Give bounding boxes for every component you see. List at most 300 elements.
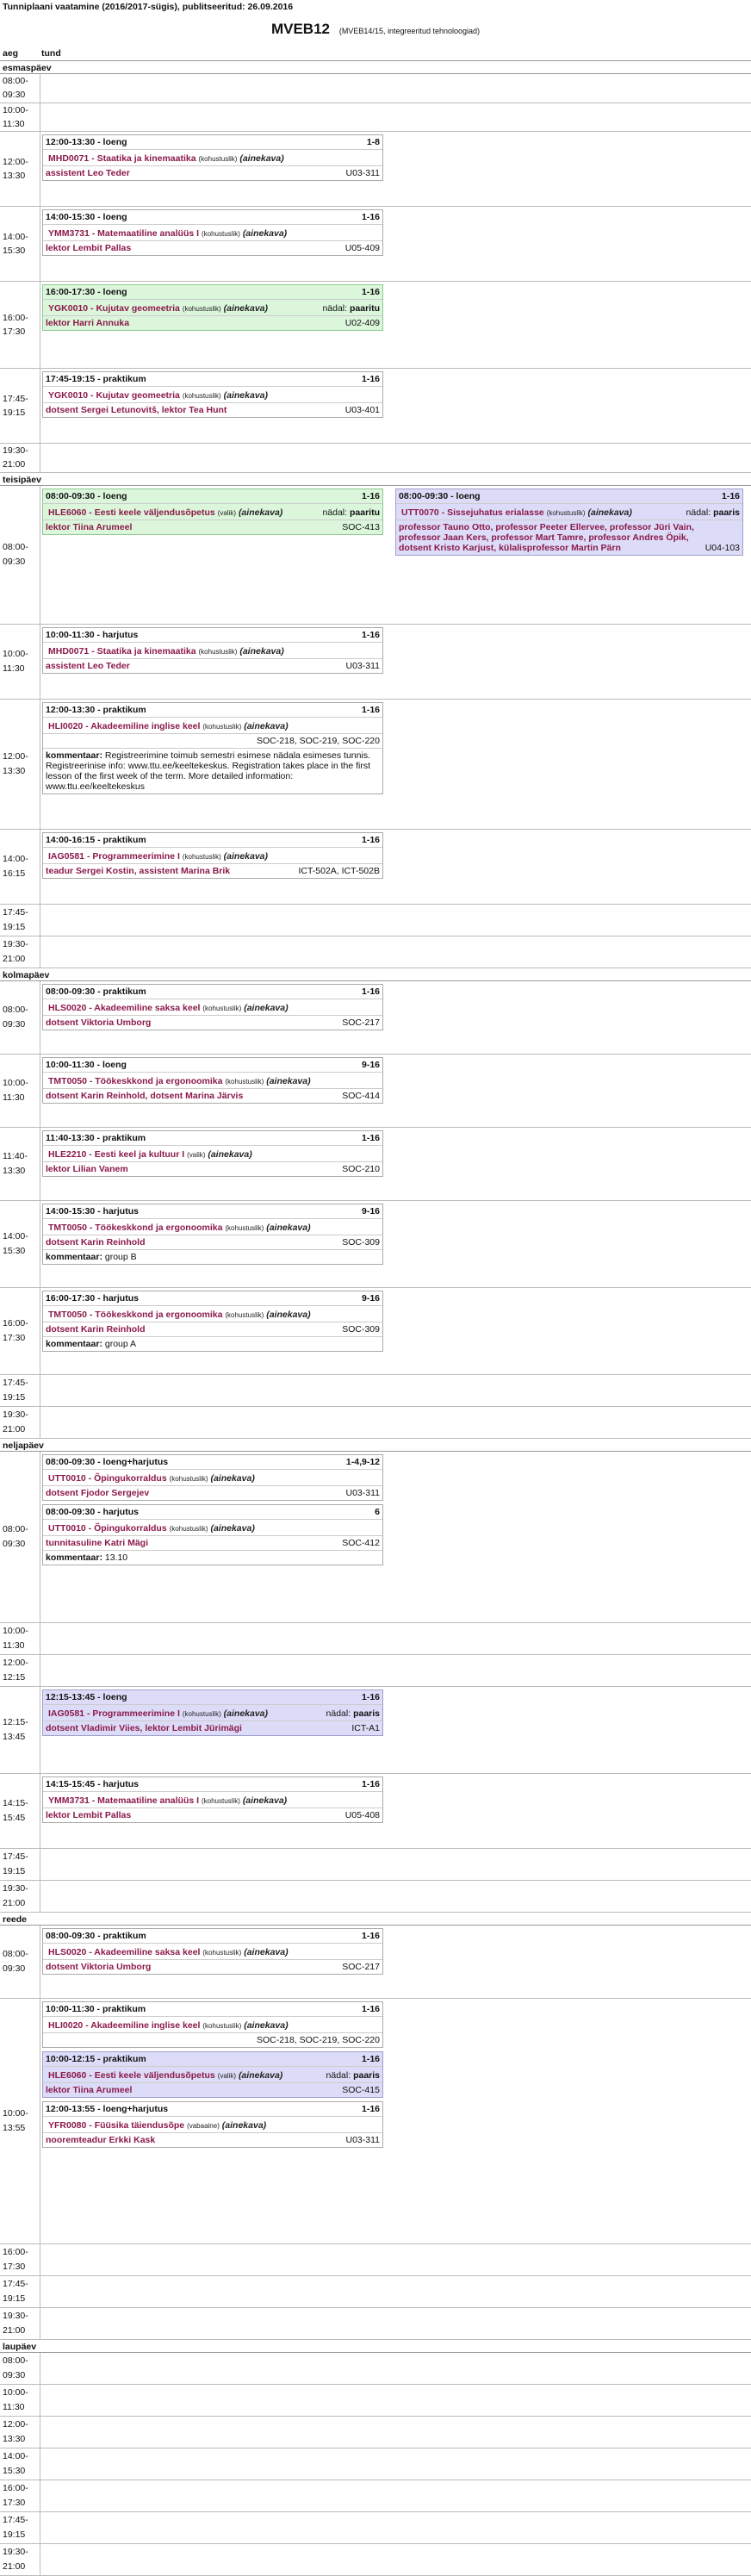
ainekava-link[interactable]: (ainekava) — [266, 1075, 311, 1086]
subject-type: (valik) — [217, 508, 237, 517]
event-subject — [43, 999, 382, 1015]
time-slot: 17:45- 19:15 — [0, 2512, 40, 2543]
subject-type: (kohustuslik) — [201, 1796, 240, 1805]
comment-label: kommentaar: — [46, 750, 105, 761]
teachers-link[interactable]: lektor Tiina Arumeel — [46, 2084, 133, 2095]
teachers-link[interactable]: lektor Harri Annuka — [46, 318, 130, 329]
time-slot-row — [0, 1288, 751, 1375]
event-header — [43, 1291, 382, 1306]
event-subject — [43, 1792, 382, 1808]
ainekava-link[interactable]: (ainekava) — [210, 1522, 255, 1534]
ainekava-link[interactable]: (ainekava) — [242, 228, 288, 240]
time-slot: 19:30- 21:00 — [0, 444, 40, 472]
event-cells — [40, 2480, 751, 2511]
event-subject — [43, 848, 382, 863]
time-slot: 08:00- 09:30 — [0, 981, 40, 1054]
room-label: U03-401 — [344, 405, 380, 416]
event-cells — [40, 981, 751, 1054]
time-slot-row — [0, 1926, 751, 1999]
schedule — [0, 61, 751, 2576]
day-heading: neljapäev — [0, 1439, 751, 1452]
class-event — [42, 1291, 383, 1352]
event-header — [43, 985, 382, 999]
event-cells — [40, 2308, 751, 2339]
ainekava-link[interactable]: (ainekava) — [210, 1472, 255, 1484]
ainekava-link[interactable]: (ainekava) — [242, 1795, 288, 1806]
event-subject — [43, 1146, 382, 1161]
event-column — [42, 1689, 383, 1736]
event-teachers-row — [43, 1015, 382, 1030]
day-heading: laupäev — [0, 2340, 751, 2353]
event-comment — [43, 748, 382, 793]
teachers-link[interactable]: nooremteadur Erkki Kask — [46, 2134, 156, 2145]
event-comment — [43, 1249, 382, 1264]
subject-line — [48, 1473, 255, 1484]
time-slot: 08:00- 09:30 — [0, 486, 40, 624]
room-label: SOC-412 — [342, 1537, 380, 1548]
event-cells — [40, 830, 751, 904]
event-column-parallel — [395, 488, 743, 556]
subject-line — [48, 390, 268, 401]
ainekava-link[interactable]: (ainekava) — [587, 507, 632, 518]
room-label: U03-311 — [345, 2134, 380, 2145]
event-column — [42, 1057, 383, 1104]
time-slot: 17:45- 19:15 — [0, 2276, 40, 2307]
subject-line — [48, 721, 289, 731]
ainekava-link[interactable]: (ainekava) — [208, 1148, 252, 1160]
subject-line — [48, 646, 284, 656]
time-slot-row — [0, 1687, 751, 1774]
time-slot-row — [0, 1452, 751, 1623]
time-slot-row — [0, 700, 751, 830]
event-subject — [43, 225, 382, 240]
subject-link[interactable]: MHD0071 - Staatika ja kinemaatika — [48, 153, 196, 165]
ainekava-link[interactable]: (ainekava) — [244, 2019, 289, 2031]
subject-link[interactable]: UTT0070 - Sissejuhatus erialasse — [401, 507, 544, 518]
subject-link[interactable]: HLE6060 - Eesti keele väljendusõpetus — [48, 507, 215, 518]
event-cells — [40, 1655, 751, 1686]
subject-line — [48, 1310, 311, 1320]
event-column — [42, 1204, 383, 1265]
subject-link[interactable]: TMT0050 - Töökeskkond ja ergonoomika — [48, 1222, 223, 1233]
event-teachers-row — [43, 520, 382, 534]
subject-type: (kohustuslik) — [202, 2021, 242, 2030]
class-column-header: tund — [41, 48, 61, 59]
event-subject — [43, 2117, 382, 2132]
subject-line — [48, 1149, 252, 1160]
time-slot-row — [0, 1849, 751, 1881]
event-weeks: 1-16 — [361, 986, 380, 997]
teachers-link[interactable]: tunnitasuline Katri Mägi — [46, 1537, 149, 1548]
week-type: paaris — [713, 507, 740, 518]
ainekava-link[interactable]: (ainekava) — [238, 2069, 283, 2081]
event-column — [42, 1130, 383, 1177]
class-event — [42, 1204, 383, 1265]
class-event — [42, 1504, 383, 1565]
week-type: paaritu — [349, 303, 380, 314]
ainekava-link[interactable]: (ainekava) — [223, 850, 269, 862]
event-weeks: 1-8 — [366, 137, 380, 148]
subject-line — [48, 153, 284, 164]
subject-link[interactable]: UTT0010 - Õpingukorraldus — [48, 1472, 167, 1484]
time-slot-row — [0, 2276, 751, 2308]
time-slot-row — [0, 2512, 751, 2544]
event-weeks: 1-16 — [361, 2053, 380, 2064]
event-subject — [43, 387, 382, 402]
subject-type: (kohustuslik) — [546, 508, 586, 517]
event-header — [43, 372, 382, 387]
group-code: MVEB12 — [270, 21, 330, 37]
week-label: nädal: — [322, 507, 350, 518]
subject-link[interactable]: MHD0071 - Staatika ja kinemaatika — [48, 645, 196, 656]
room-label: U04-103 — [704, 542, 740, 553]
comment-label: kommentaar: — [46, 1552, 105, 1563]
event-cells — [40, 74, 751, 103]
room-label: U05-408 — [344, 1809, 380, 1820]
event-teachers-row — [43, 240, 382, 255]
room-label: SOC-413 — [342, 521, 380, 532]
time-slot: 14:00- 15:30 — [0, 2448, 40, 2480]
ainekava-link[interactable]: (ainekava) — [223, 303, 269, 314]
class-event — [42, 984, 383, 1030]
event-header — [43, 2052, 382, 2067]
event-teachers-row — [43, 1088, 382, 1103]
teachers-link[interactable]: assistent Leo Teder — [46, 168, 130, 179]
event-header — [43, 135, 382, 150]
event-header — [43, 2102, 382, 2117]
subject-line — [48, 2070, 282, 2081]
time-slot-row — [0, 207, 751, 282]
teachers-link[interactable]: lektor Lembit Pallas — [46, 1809, 132, 1820]
event-cells — [40, 282, 751, 368]
subject-type: (kohustuslik) — [225, 1223, 264, 1232]
time-slot-row — [0, 486, 751, 625]
teachers-link[interactable]: dotsent Viktoria Umborg — [46, 1017, 152, 1028]
ainekava-link[interactable]: (ainekava) — [239, 153, 284, 165]
event-weeks: 1-4,9-12 — [345, 1456, 380, 1467]
subject-line — [48, 1076, 311, 1086]
time-slot: 10:00- 11:30 — [0, 103, 40, 132]
teachers-link[interactable]: dotsent Karin Reinhold, dotsent Marina Järvis — [46, 1090, 244, 1101]
event-subject — [43, 1944, 382, 1959]
subject-line — [48, 1795, 287, 1806]
event-cells — [40, 1288, 751, 1374]
time-slot: 19:30- 21:00 — [0, 1407, 40, 1438]
time-slot: 10:00- 11:30 — [0, 2385, 40, 2416]
event-time-type: 08:00-09:30 - loeng — [46, 490, 127, 501]
ainekava-link[interactable]: (ainekava) — [266, 1222, 311, 1233]
time-slot: 11:40- 13:30 — [0, 1128, 40, 1200]
time-slot: 14:00- 15:30 — [0, 207, 40, 281]
subject-type: (vabaaine) — [187, 2121, 220, 2130]
teachers-link[interactable]: lektor Lilian Vanem — [46, 1163, 128, 1174]
ainekava-link[interactable]: (ainekava) — [244, 1946, 289, 1957]
event-cells — [40, 1375, 751, 1406]
event-cells — [40, 1452, 751, 1622]
event-time-type: 14:00-15:30 - harjutus — [46, 1205, 139, 1216]
event-teachers-row — [43, 1485, 382, 1500]
event-teachers-row — [43, 402, 382, 417]
event-cells — [40, 207, 751, 281]
day-heading: teisipäev — [0, 473, 751, 486]
room-label: SOC-217 — [342, 1017, 380, 1028]
room-label: ICT-A1 — [351, 1722, 380, 1733]
event-weeks: 1-16 — [721, 490, 740, 501]
room-label: SOC-414 — [342, 1090, 380, 1101]
subject-link[interactable]: UTT0010 - Õpingukorraldus — [48, 1522, 167, 1534]
teachers-link[interactable]: lektor Tiina Arumeel — [46, 521, 133, 532]
event-header — [43, 1777, 382, 1792]
class-event — [42, 1776, 383, 1823]
ainekava-link[interactable]: (ainekava) — [239, 645, 284, 656]
subject-link[interactable]: HLE2210 - Eesti keel ja kultuur I — [48, 1148, 185, 1160]
event-cells — [40, 486, 751, 624]
subject-link[interactable]: HLE6060 - Eesti keele väljendusõpetus — [48, 2069, 215, 2081]
day-heading: kolmapäev — [0, 968, 751, 981]
week-type: paaritu — [349, 507, 380, 518]
room-label: U03-311 — [345, 168, 380, 179]
comment-text: group B — [104, 1251, 137, 1262]
event-cells — [40, 444, 751, 472]
event-comment — [43, 1336, 382, 1351]
event-column — [42, 209, 383, 256]
time-slot: 08:00- 09:30 — [0, 2353, 40, 2384]
event-teachers-row — [43, 1161, 382, 1176]
event-header — [43, 489, 382, 504]
subject-type: (kohustuslik) — [169, 1524, 208, 1533]
event-cells — [40, 1623, 751, 1654]
event-teachers-row — [43, 1720, 382, 1735]
day-heading: esmaspäev — [0, 61, 751, 74]
teachers-link[interactable]: dotsent Fjodor Sergejev — [46, 1487, 150, 1498]
event-cells — [40, 2544, 751, 2575]
time-slot: 14:00- 15:30 — [0, 1201, 40, 1287]
event-subject — [43, 504, 382, 520]
subject-link[interactable]: YGK0010 - Kujutav geomeetria — [48, 390, 180, 401]
time-slot-row — [0, 2417, 751, 2448]
subject-link[interactable]: YMM3731 - Matemaatiline analüüs I — [48, 228, 200, 240]
time-slot-row — [0, 981, 751, 1055]
event-cells — [40, 2385, 751, 2416]
event-cells — [40, 1128, 751, 1200]
time-slot: 19:30- 21:00 — [0, 1881, 40, 1912]
event-subject — [43, 1219, 382, 1235]
room-label: SOC-309 — [342, 1236, 380, 1248]
time-slot: 16:00- 17:30 — [0, 282, 40, 368]
time-slot-row — [0, 103, 751, 133]
time-slot: 17:45- 19:15 — [0, 1849, 40, 1880]
subject-link[interactable]: HLI0020 - Akadeemiline inglise keel — [48, 720, 201, 731]
time-slot: 08:00- 09:30 — [0, 1926, 40, 1998]
time-slot-row — [0, 74, 751, 103]
event-weeks: 6 — [375, 1506, 380, 1517]
room-label: ICT-502A, ICT-502B — [298, 865, 380, 876]
event-cells — [40, 1055, 751, 1127]
ainekava-link[interactable]: (ainekava) — [266, 1309, 311, 1320]
event-weeks: 1-16 — [361, 490, 380, 501]
event-cells — [40, 1881, 751, 1912]
event-subject — [43, 300, 382, 315]
time-slot: 12:00- 12:15 — [0, 1655, 40, 1686]
page-header: Tunniplaani vaatamine (2016/2017-sügis), publitseeritud: 26.09.2016 — [3, 2, 294, 12]
event-column — [42, 1291, 383, 1352]
class-event — [395, 488, 743, 556]
event-time-type: 11:40-13:30 - praktikum — [46, 1132, 146, 1143]
subject-link[interactable]: IAG0581 - Programmeerimine I — [48, 850, 180, 862]
time-slot-row — [0, 2244, 751, 2276]
time-column-header: aeg — [3, 48, 19, 59]
event-cells — [40, 1201, 751, 1287]
event-time-type: 12:15-13:45 - loeng — [46, 1691, 127, 1702]
teachers-link[interactable]: teadur Sergei Kostin, assistent Marina Brik — [46, 865, 231, 876]
teachers-link[interactable]: dotsent Viktoria Umborg — [46, 1961, 152, 1972]
class-event — [42, 627, 383, 674]
subject-type: (kohustuslik) — [202, 722, 242, 731]
subject-link[interactable]: TMT0050 - Töökeskkond ja ergonoomika — [48, 1075, 223, 1086]
teachers-link[interactable]: lektor Lembit Pallas — [46, 243, 132, 254]
teachers-link[interactable]: dotsent Karin Reinhold — [46, 1236, 146, 1248]
teachers-link[interactable]: professor Tauno Otto, professor Peeter Ellervee, professor Jüri Vain, professor Jaan Kers, professor Mart Tamre, professor Andres Öpik, dotsent Kristo Karjust, külalisprofessor Martin Pärn — [399, 521, 694, 553]
event-header — [43, 1204, 382, 1219]
event-column — [42, 2001, 383, 2148]
event-time-type: 16:00-17:30 - loeng — [46, 287, 127, 298]
time-slot-row — [0, 132, 751, 207]
ainekava-link[interactable]: (ainekava) — [223, 390, 269, 401]
event-cells — [40, 2244, 751, 2275]
event-time-type: 14:00-15:30 - loeng — [46, 212, 127, 223]
day-heading: reede — [0, 1913, 751, 1926]
subject-type: (kohustuslik) — [198, 647, 238, 656]
teachers-link[interactable]: assistent Leo Teder — [46, 660, 130, 671]
time-slot: 19:30- 21:00 — [0, 936, 40, 968]
room-label: SOC-309 — [342, 1323, 380, 1335]
week-label: nädal: — [326, 2069, 354, 2081]
event-teachers-row — [396, 520, 742, 555]
subject-type: (kohustuslik) — [225, 1310, 264, 1319]
teachers-link[interactable]: dotsent Karin Reinhold — [46, 1323, 146, 1335]
class-event — [42, 1130, 383, 1177]
event-teachers-row — [43, 1322, 382, 1336]
event-time-type: 08:00-09:30 - loeng+harjutus — [46, 1456, 169, 1467]
event-header — [43, 703, 382, 718]
event-weeks: 1-16 — [361, 374, 380, 385]
class-event — [42, 702, 383, 794]
event-cells — [40, 1774, 751, 1848]
event-header — [43, 210, 382, 225]
column-headers — [0, 47, 751, 61]
subject-link[interactable]: IAG0581 - Programmeerimine I — [48, 1708, 180, 1719]
event-time-type: 10:00-11:30 - harjutus — [46, 629, 139, 640]
event-weeks: 1-16 — [361, 2003, 380, 2014]
subject-link[interactable]: HLS0020 - Akadeemiline saksa keel — [48, 1002, 201, 1013]
time-slot-row — [0, 1201, 751, 1288]
event-column — [42, 1928, 383, 1975]
event-cells — [40, 700, 751, 829]
event-subject — [43, 1073, 382, 1088]
event-cells — [40, 1407, 751, 1438]
comment-text: Registreerimine toimub semestri esimese nädala esimeses tunnis. Registreerinise info: www.ttu.ee/keeltekeskus. Registration takes place in the first lesson of the first week of the term. More detailed information: www.ttu.ee/keeltekeskus — [46, 750, 371, 792]
time-slot-row — [0, 2308, 751, 2340]
event-cells — [40, 1999, 751, 2243]
teachers-link[interactable]: dotsent Vladimir Viies, lektor Lembit Jürimägi — [46, 1722, 242, 1733]
event-header — [43, 1690, 382, 1705]
event-weeks: 1-16 — [361, 629, 380, 640]
ainekava-link[interactable]: (ainekava) — [223, 1708, 269, 1719]
event-time-type: 08:00-09:30 - praktikum — [46, 986, 146, 997]
subject-type: (kohustuslik) — [182, 1709, 221, 1718]
event-time-type: 12:00-13:30 - loeng — [46, 137, 127, 148]
time-slot-row — [0, 1375, 751, 1407]
class-event — [42, 1454, 383, 1501]
time-slot: 16:00- 17:30 — [0, 2244, 40, 2275]
event-column — [42, 627, 383, 674]
event-header — [396, 489, 742, 504]
time-slot-row — [0, 2448, 751, 2480]
time-slot-row — [0, 2480, 751, 2512]
teachers-link[interactable]: dotsent Sergei Letunovitš, lektor Tea Hunt — [46, 405, 227, 416]
subject-type: (kohustuslik) — [225, 1077, 264, 1086]
room-label: U05-409 — [344, 243, 380, 254]
ainekava-link[interactable]: (ainekava) — [244, 720, 289, 731]
subject-link[interactable]: YFR0080 - Füüsika täiendusõpe — [48, 2119, 185, 2131]
class-event — [42, 488, 383, 535]
event-column — [42, 984, 383, 1030]
class-event — [42, 1689, 383, 1736]
event-weeks: 1-16 — [361, 2103, 380, 2114]
time-slot-row — [0, 625, 751, 700]
subject-link[interactable]: TMT0050 - Töökeskkond ja ergonoomika — [48, 1309, 223, 1320]
event-weeks: 1-16 — [361, 287, 380, 298]
subject-link[interactable]: YMM3731 - Matemaatiline analüüs I — [48, 1795, 200, 1806]
time-slot-row — [0, 1055, 751, 1128]
class-event — [42, 1057, 383, 1104]
time-slot: 12:00- 13:30 — [0, 132, 40, 206]
event-weeks: 1-16 — [361, 704, 380, 715]
subject-link[interactable]: HLI0020 - Akadeemiline inglise keel — [48, 2019, 201, 2031]
ainekava-link[interactable]: (ainekava) — [238, 507, 283, 518]
room-label: SOC-217 — [342, 1961, 380, 1972]
subject-line — [48, 2020, 289, 2031]
subject-link[interactable]: HLS0020 - Akadeemiline saksa keel — [48, 1946, 201, 1957]
group-description: (MVEB14/15, integreeritud tehnoloogiad) — [338, 27, 481, 35]
event-cells — [40, 1687, 751, 1773]
event-weeks: 1-16 — [361, 834, 380, 845]
time-slot-row — [0, 2353, 751, 2385]
class-event — [42, 2101, 383, 2148]
time-slot: 12:00- 13:30 — [0, 2417, 40, 2448]
room-label: SOC-415 — [342, 2084, 380, 2095]
event-subject — [43, 1470, 382, 1485]
subject-type: (kohustuslik) — [182, 852, 221, 861]
ainekava-link[interactable]: (ainekava) — [221, 2119, 267, 2131]
class-event — [42, 1928, 383, 1975]
subject-type: (kohustuslik) — [202, 1948, 242, 1957]
subject-type: (kohustuslik) — [182, 305, 221, 314]
subject-type: (kohustuslik) — [198, 155, 238, 164]
ainekava-link[interactable]: (ainekava) — [244, 1002, 289, 1013]
event-subject — [43, 1306, 382, 1322]
time-slot-row — [0, 936, 751, 968]
subject-link[interactable]: YGK0010 - Kujutav geomeetria — [48, 303, 180, 314]
event-subject — [43, 2067, 382, 2082]
event-teachers-row — [43, 2082, 382, 2097]
event-teachers-row — [43, 658, 382, 673]
time-slot: 10:00- 11:30 — [0, 1055, 40, 1127]
event-comment — [43, 1550, 382, 1565]
week-type: paaris — [353, 1708, 380, 1719]
event-time-type: 08:00-09:30 - harjutus — [46, 1506, 139, 1517]
event-cells — [40, 369, 751, 443]
